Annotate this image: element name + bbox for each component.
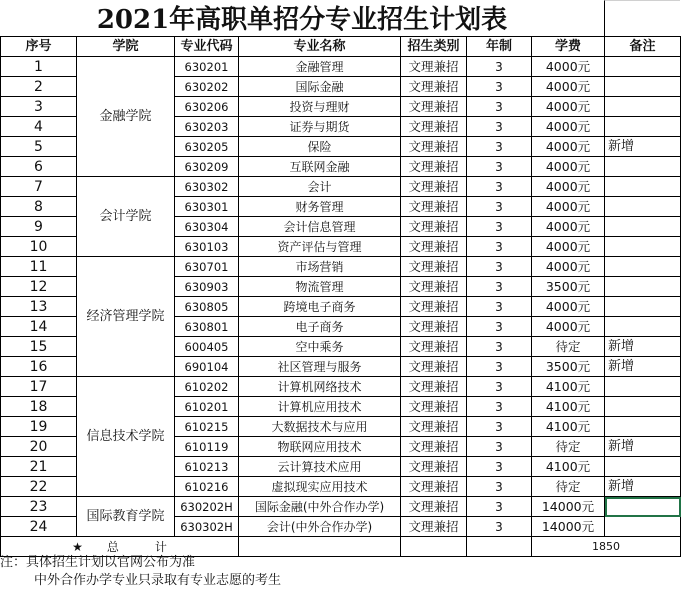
cell-code[interactable]: 630209 [175, 157, 239, 177]
header-code[interactable]: 专业代码 [175, 37, 239, 57]
cell-fee[interactable]: 4000元 [532, 77, 605, 97]
cell-note[interactable] [605, 77, 681, 97]
cell-category[interactable]: 文理兼招 [401, 497, 467, 517]
cell-note[interactable] [605, 417, 681, 437]
cell-years[interactable]: 3 [467, 257, 532, 277]
cell-fee[interactable]: 4000元 [532, 117, 605, 137]
cell-category[interactable]: 文理兼招 [401, 217, 467, 237]
cell-major[interactable]: 计算机应用技术 [239, 397, 401, 417]
cell-major[interactable]: 会计信息管理 [239, 217, 401, 237]
cell-fee[interactable]: 4000元 [532, 57, 605, 77]
cell-code[interactable]: 630304 [175, 217, 239, 237]
cell-fee[interactable]: 3500元 [532, 357, 605, 377]
cell-category[interactable]: 文理兼招 [401, 477, 467, 497]
cell-note[interactable] [605, 237, 681, 257]
cell-fee[interactable]: 待定 [532, 337, 605, 357]
title-side-cell[interactable] [604, 0, 680, 36]
cell-index[interactable]: 8 [1, 197, 77, 217]
cell-index[interactable]: 10 [1, 237, 77, 257]
cell-code[interactable]: 690104 [175, 357, 239, 377]
cell-category[interactable]: 文理兼招 [401, 377, 467, 397]
cell-college[interactable]: 会计学院 [77, 177, 175, 257]
cell-major[interactable]: 国际金融(中外合作办学) [239, 497, 401, 517]
cell-index[interactable]: 3 [1, 97, 77, 117]
cell-fee[interactable]: 待定 [532, 437, 605, 457]
cell-major[interactable]: 保险 [239, 137, 401, 157]
cell-major[interactable]: 资产评估与管理 [239, 237, 401, 257]
cell-code[interactable]: 630202H [175, 497, 239, 517]
cell-category[interactable]: 文理兼招 [401, 57, 467, 77]
cell-category[interactable]: 文理兼招 [401, 137, 467, 157]
cell-note[interactable]: 新增 [605, 477, 681, 497]
cell-index[interactable]: 18 [1, 397, 77, 417]
cell-code[interactable]: 630201 [175, 57, 239, 77]
cell-index[interactable]: 7 [1, 177, 77, 197]
cell-fee[interactable]: 4100元 [532, 457, 605, 477]
cell-index[interactable]: 22 [1, 477, 77, 497]
cell-code[interactable]: 630301 [175, 197, 239, 217]
cell-years[interactable]: 3 [467, 197, 532, 217]
cell-fee[interactable]: 4100元 [532, 417, 605, 437]
cell-index[interactable]: 17 [1, 377, 77, 397]
cell-category[interactable]: 文理兼招 [401, 197, 467, 217]
cell-fee[interactable]: 4100元 [532, 397, 605, 417]
cell-years[interactable]: 3 [467, 337, 532, 357]
cell-note[interactable] [605, 217, 681, 237]
cell-major[interactable]: 社区管理与服务 [239, 357, 401, 377]
cell-years[interactable]: 3 [467, 437, 532, 457]
cell-fee[interactable]: 3500元 [532, 277, 605, 297]
cell-fee[interactable]: 14000元 [532, 497, 605, 517]
cell-index[interactable]: 4 [1, 117, 77, 137]
header-major[interactable]: 专业名称 [239, 37, 401, 57]
cell-code[interactable]: 630805 [175, 297, 239, 317]
cell-index[interactable]: 12 [1, 277, 77, 297]
cell-major[interactable]: 大数据技术与应用 [239, 417, 401, 437]
cell-note[interactable] [605, 457, 681, 477]
selected-cell[interactable] [605, 497, 681, 517]
cell-category[interactable]: 文理兼招 [401, 237, 467, 257]
cell-code[interactable]: 630203 [175, 117, 239, 137]
cell-note[interactable] [605, 57, 681, 77]
cell-years[interactable]: 3 [467, 417, 532, 437]
cell-index[interactable]: 13 [1, 297, 77, 317]
cell-major[interactable]: 计算机网络技术 [239, 377, 401, 397]
header-category[interactable]: 招生类别 [401, 37, 467, 57]
cell-index[interactable]: 5 [1, 137, 77, 157]
cell-major[interactable]: 财务管理 [239, 197, 401, 217]
cell-fee[interactable]: 4100元 [532, 377, 605, 397]
cell-note[interactable] [605, 257, 681, 277]
cell-college[interactable]: 国际教育学院 [77, 497, 175, 537]
cell-years[interactable]: 3 [467, 117, 532, 137]
cell-major[interactable]: 会计 [239, 177, 401, 197]
table-row [1, 177, 681, 197]
cell-major[interactable]: 空中乘务 [239, 337, 401, 357]
cell-major[interactable]: 国际金融 [239, 77, 401, 97]
cell-fee[interactable]: 待定 [532, 477, 605, 497]
cell-index[interactable]: 21 [1, 457, 77, 477]
cell-fee[interactable]: 4000元 [532, 177, 605, 197]
cell-fee[interactable]: 4000元 [532, 257, 605, 277]
cell-index[interactable]: 24 [1, 517, 77, 537]
cell-index[interactable]: 9 [1, 217, 77, 237]
cell-code[interactable]: 630202 [175, 77, 239, 97]
cell-years[interactable]: 3 [467, 137, 532, 157]
header-index[interactable]: 序号 [1, 37, 77, 57]
cell-category[interactable]: 文理兼招 [401, 357, 467, 377]
cell-note[interactable]: 新增 [605, 437, 681, 457]
cell-code[interactable]: 630302 [175, 177, 239, 197]
cell-category[interactable]: 文理兼招 [401, 97, 467, 117]
cell-years[interactable]: 3 [467, 457, 532, 477]
cell-category[interactable]: 文理兼招 [401, 277, 467, 297]
cell-note[interactable] [605, 117, 681, 137]
cell-code[interactable]: 630302H [175, 517, 239, 537]
cell-years[interactable]: 3 [467, 477, 532, 497]
footnote-line-2: 中外合作办学专业只录取有专业志愿的考生 [34, 573, 282, 588]
cell-fee[interactable]: 4000元 [532, 317, 605, 337]
cell-index[interactable]: 16 [1, 357, 77, 377]
cell-category[interactable]: 文理兼招 [401, 417, 467, 437]
cell-category[interactable]: 文理兼招 [401, 177, 467, 197]
cell-years[interactable]: 3 [467, 217, 532, 237]
cell-index[interactable]: 11 [1, 257, 77, 277]
cell-note[interactable] [605, 97, 681, 117]
cell-category[interactable]: 文理兼招 [401, 457, 467, 477]
cell-category[interactable]: 文理兼招 [401, 337, 467, 357]
cell-years[interactable]: 3 [467, 157, 532, 177]
cell-years[interactable]: 3 [467, 377, 532, 397]
header-row [1, 37, 681, 57]
cell-code[interactable]: 630903 [175, 277, 239, 297]
cell-years[interactable]: 3 [467, 177, 532, 197]
cell-fee[interactable]: 4000元 [532, 297, 605, 317]
cell-years[interactable]: 3 [467, 57, 532, 77]
cell-note[interactable] [605, 277, 681, 297]
cell-years[interactable]: 3 [467, 517, 532, 537]
table-row [1, 377, 681, 397]
cell-index[interactable]: 20 [1, 437, 77, 457]
cell-category[interactable]: 文理兼招 [401, 317, 467, 337]
cell-category[interactable]: 文理兼招 [401, 77, 467, 97]
cell-college[interactable]: 信息技术学院 [77, 377, 175, 497]
cell-major[interactable]: 市场营销 [239, 257, 401, 277]
cell-major[interactable]: 投资与理财 [239, 97, 401, 117]
cell-fee[interactable]: 4000元 [532, 137, 605, 157]
cell-years[interactable]: 3 [467, 397, 532, 417]
cell-fee[interactable]: 4000元 [532, 97, 605, 117]
footnote-line-1: 注：具体招生计划以官网公布为准 [0, 555, 196, 570]
cell-major[interactable]: 金融管理 [239, 57, 401, 77]
table-body [1, 57, 681, 537]
cell-note[interactable] [605, 317, 681, 337]
table-row [1, 257, 681, 277]
cell-major[interactable]: 互联网金融 [239, 157, 401, 177]
cell-major[interactable]: 物流管理 [239, 277, 401, 297]
cell-code[interactable]: 610201 [175, 397, 239, 417]
cell-note[interactable]: 新增 [605, 337, 681, 357]
cell-code[interactable]: 610216 [175, 477, 239, 497]
cell-major[interactable]: 跨境电子商务 [239, 297, 401, 317]
cell-years[interactable]: 3 [467, 237, 532, 257]
cell-category[interactable]: 文理兼招 [401, 157, 467, 177]
cell-code[interactable]: 630205 [175, 137, 239, 157]
cell-college[interactable]: 金融学院 [77, 57, 175, 177]
footnotes [0, 554, 682, 590]
cell-index[interactable]: 6 [1, 157, 77, 177]
header-fee[interactable]: 学费 [532, 37, 605, 57]
cell-code[interactable]: 630206 [175, 97, 239, 117]
cell-note[interactable] [605, 397, 681, 417]
cell-fee[interactable]: 4000元 [532, 217, 605, 237]
cell-major[interactable]: 证券与期货 [239, 117, 401, 137]
cell-category[interactable]: 文理兼招 [401, 257, 467, 277]
total-value[interactable]: 1850 [532, 537, 681, 557]
cell-years[interactable]: 3 [467, 277, 532, 297]
cell-note[interactable]: 新增 [605, 137, 681, 157]
header-college[interactable]: 学院 [77, 37, 175, 57]
table-row [1, 497, 681, 517]
cell-major[interactable]: 会计(中外合作办学) [239, 517, 401, 537]
cell-fee[interactable]: 4000元 [532, 197, 605, 217]
cell-years[interactable]: 3 [467, 97, 532, 117]
cell-major[interactable]: 云计算技术应用 [239, 457, 401, 477]
cell-note[interactable]: 新增 [605, 357, 681, 377]
cell-index[interactable]: 15 [1, 337, 77, 357]
cell-years[interactable]: 3 [467, 497, 532, 517]
cell-college[interactable]: 经济管理学院 [77, 257, 175, 377]
cell-index[interactable]: 19 [1, 417, 77, 437]
cell-note[interactable] [605, 517, 681, 537]
cell-category[interactable]: 文理兼招 [401, 117, 467, 137]
cell-code[interactable]: 610213 [175, 457, 239, 477]
cell-category[interactable]: 文理兼招 [401, 437, 467, 457]
header-note[interactable]: 备注 [605, 37, 681, 57]
cell-major[interactable]: 虚拟现实应用技术 [239, 477, 401, 497]
cell-index[interactable]: 14 [1, 317, 77, 337]
cell-code[interactable]: 630103 [175, 237, 239, 257]
cell-index[interactable]: 1 [1, 57, 77, 77]
total-label[interactable]: ★ 总 计 [1, 537, 239, 557]
sheet-title: 2021年高职单招分专业招生计划表 [96, 5, 508, 35]
cell-fee[interactable]: 4000元 [532, 237, 605, 257]
cell-index[interactable]: 2 [1, 77, 77, 97]
cell-major[interactable]: 物联网应用技术 [239, 437, 401, 457]
cell-category[interactable]: 文理兼招 [401, 297, 467, 317]
cell-code[interactable]: 630701 [175, 257, 239, 277]
cell-years[interactable]: 3 [467, 77, 532, 97]
table-row [1, 57, 681, 77]
cell-code[interactable]: 600405 [175, 337, 239, 357]
cell-note[interactable] [605, 197, 681, 217]
enrollment-plan-table [0, 36, 681, 557]
cell-note[interactable] [605, 177, 681, 197]
cell-code[interactable]: 610215 [175, 417, 239, 437]
cell-years[interactable]: 3 [467, 317, 532, 337]
cell-major[interactable]: 电子商务 [239, 317, 401, 337]
cell-code[interactable]: 610202 [175, 377, 239, 397]
cell-category[interactable]: 文理兼招 [401, 397, 467, 417]
cell-category[interactable]: 文理兼招 [401, 517, 467, 537]
cell-years[interactable]: 3 [467, 297, 532, 317]
cell-fee[interactable]: 4000元 [532, 157, 605, 177]
cell-fee[interactable]: 14000元 [532, 517, 605, 537]
cell-note[interactable] [605, 297, 681, 317]
cell-code[interactable]: 630801 [175, 317, 239, 337]
cell-years[interactable]: 3 [467, 357, 532, 377]
cell-note[interactable] [605, 377, 681, 397]
header-years[interactable]: 年制 [467, 37, 532, 57]
cell-index[interactable]: 23 [1, 497, 77, 517]
cell-note[interactable] [605, 157, 681, 177]
cell-code[interactable]: 610119 [175, 437, 239, 457]
